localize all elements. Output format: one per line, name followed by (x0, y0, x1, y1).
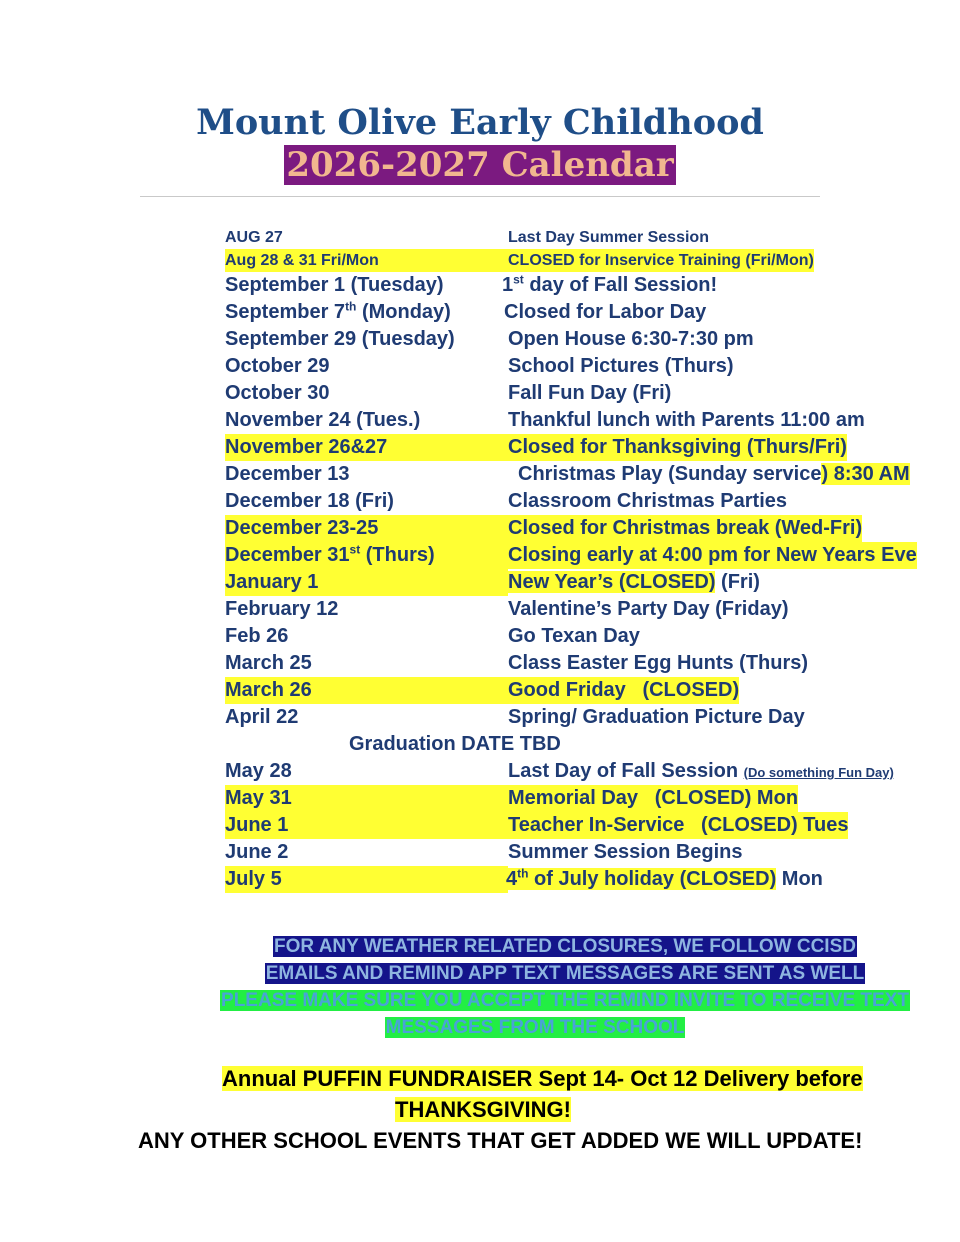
event-description: Christmas Play (Sunday service) 8:30 AM (518, 463, 910, 485)
event-date: February 12 (225, 598, 339, 620)
event-description: Thankful lunch with Parents 11:00 am (508, 409, 865, 431)
event-date: Aug 28 & 31 Fri/Mon (225, 249, 508, 272)
fundraiser-line-1: Annual PUFFIN FUNDRAISER Sept 14- Oct 12 Delivery before (222, 1066, 863, 1091)
event-description: Classroom Christmas Parties (508, 490, 788, 512)
event-description: Spring/ Graduation Picture Day (508, 706, 805, 728)
event-description: Last Day of Fall Session (Do something Fun Day) (508, 760, 894, 782)
remind-notice: PLEASE MAKE SURE YOU ACCEPT THE REMIND INVITE TO RECEIVE TEXT (221, 990, 909, 1011)
calendar-year-title: 2026-2027 Calendar (286, 145, 674, 185)
event-date: December 23-25 (225, 515, 508, 542)
event-description: New Year’s (CLOSED) (Fri) (508, 571, 760, 593)
event-date: September 29 (Tuesday) (225, 328, 455, 350)
event-note: (Do something Fun Day) (743, 765, 894, 780)
event-date: Feb 26 (225, 625, 289, 647)
event-date: September 7th (Monday) (225, 299, 451, 323)
event-date: September 1 (Tuesday) (225, 274, 444, 296)
subtitle-wrapper (0, 145, 960, 185)
event-date: July 5 (225, 866, 508, 893)
event-date: December 13 (225, 463, 350, 485)
remind-notice-cont: MESSAGES FROM THE SCHOOL (385, 1017, 685, 1038)
event-description: Good Friday (CLOSED) (508, 677, 739, 704)
event-date: May 28 (225, 760, 292, 782)
event-description: Closing early at 4:00 pm for New Years Eve (508, 542, 917, 569)
footer-note: ANY OTHER SCHOOL EVENTS THAT GET ADDED WE WILL UPDATE! (138, 1128, 863, 1153)
event-description: Class Easter Egg Hunts (Thurs) (508, 652, 809, 674)
event-date: December 18 (Fri) (225, 490, 394, 512)
graduation-note: Graduation DATE TBD (349, 733, 561, 755)
fundraiser-line-2: THANKSGIVING! (395, 1097, 571, 1122)
event-date: June 2 (225, 841, 289, 863)
event-description: CLOSED for Inservice Training (Fri/Mon) (508, 249, 814, 272)
event-description: Valentine’s Party Day (Friday) (508, 598, 789, 620)
event-description: 4th of July holiday (CLOSED) Mon (506, 866, 823, 890)
event-description: Last Day Summer Session (508, 229, 709, 246)
event-description: Memorial Day (CLOSED) Mon (508, 785, 798, 812)
event-date: March 25 (225, 652, 312, 674)
event-description: Closed for Labor Day (504, 301, 707, 323)
email-notice: EMAILS AND REMIND APP TEXT MESSAGES ARE SENT AS WELL (265, 963, 865, 984)
event-description: Teacher In-Service (CLOSED) Tues (508, 812, 848, 839)
event-description: Closed for Christmas break (Wed-Fri) (508, 515, 862, 542)
event-date: April 22 (225, 706, 299, 728)
event-description: 1st day of Fall Session! (502, 272, 718, 296)
event-date: May 31 (225, 785, 508, 812)
event-date: October 29 (225, 355, 330, 377)
calendar-row (225, 226, 825, 249)
event-description: Open House 6:30-7:30 pm (508, 328, 754, 350)
event-description: Fall Fun Day (Fri) (508, 382, 672, 404)
event-date: November 26&27 (225, 434, 508, 461)
event-description: Summer Session Begins (508, 841, 743, 863)
event-date: January 1 (225, 569, 508, 596)
event-date: March 26 (225, 677, 508, 704)
event-date: June 1 (225, 812, 508, 839)
divider (140, 196, 820, 197)
event-description: School Pictures (Thurs) (508, 355, 734, 377)
page-title: Mount Olive Early Childhood (196, 102, 764, 143)
event-date: October 30 (225, 382, 330, 404)
event-description: Go Texan Day (508, 625, 640, 647)
event-date: AUG 27 (225, 229, 283, 246)
event-date: November 24 (Tues.) (225, 409, 421, 431)
event-description: Closed for Thanksgiving (Thurs/Fri) (508, 434, 847, 461)
event-date: December 31st (Thurs) (225, 542, 508, 569)
weather-notice: FOR ANY WEATHER RELATED CLOSURES, WE FOLLOW CCISD (274, 936, 856, 957)
